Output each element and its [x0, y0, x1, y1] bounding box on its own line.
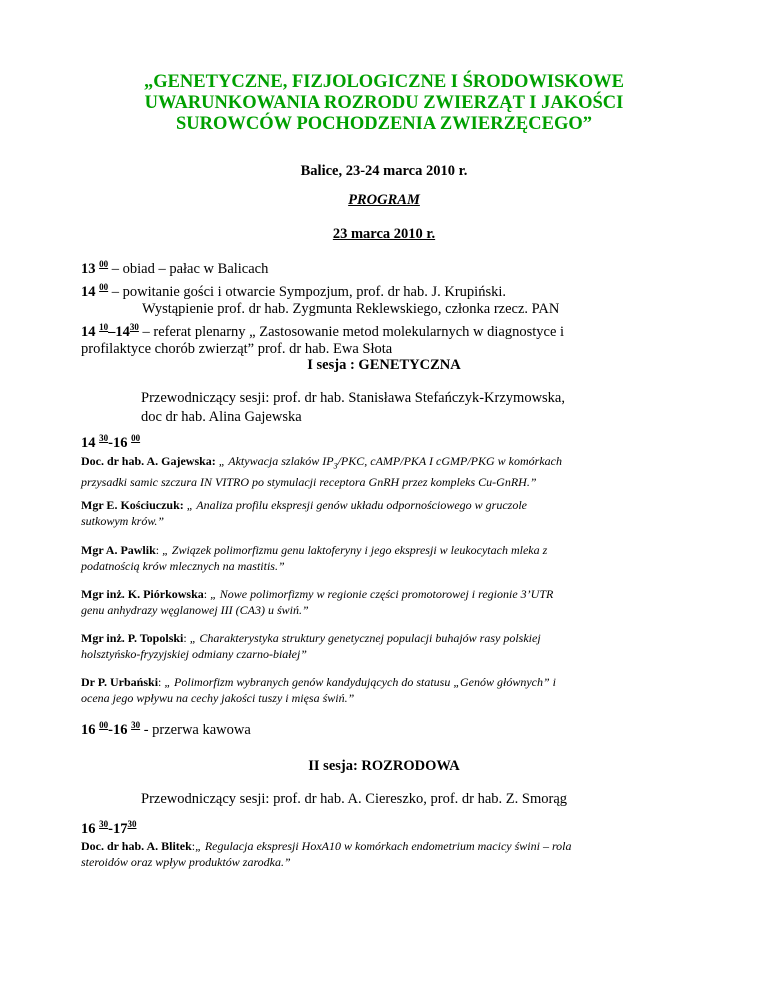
time-minutes: 30 — [131, 720, 141, 730]
talk-title-subscript: 3 — [333, 461, 338, 471]
time-minutes: 00 — [99, 259, 109, 269]
talk-title: „ Regulacja ekspresji HoxA10 w komórkach endometrium macicy świni – rola — [195, 839, 572, 853]
talk-title-cont: steroidów oraz wpływ produktów zarodka.” — [81, 855, 291, 869]
talk-colon: : — [183, 631, 187, 645]
talk-colon: : — [158, 675, 162, 689]
talk-speaker: Doc. dr hab. A. Blitek — [81, 839, 192, 853]
program-label: PROGRAM — [348, 192, 420, 208]
talk-item — [81, 838, 701, 870]
talk-title: „ Charakterystyka struktury genetycznej populacji buhajów rasy polskiej — [186, 631, 541, 645]
talk-item — [81, 586, 701, 618]
schedule-text: – referat plenarny „ Zastosowanie metod molekularnych w diagnostyce i — [138, 323, 565, 340]
schedule-item-plenary — [81, 319, 701, 342]
talk-speaker: Mgr A. Pawlik — [81, 543, 156, 557]
time-hour: 14 — [81, 283, 96, 300]
place-date: Balice, 23-24 marca 2010 r. — [300, 163, 468, 179]
talk-speaker: Mgr E. Kościuczuk: — [81, 498, 184, 512]
schedule-text: – obiad – pałac w Balicach — [108, 261, 269, 277]
session1-heading: I sesja : GENETYCZNA — [307, 357, 461, 373]
time-hour: 16 — [81, 821, 96, 837]
talk-colon: : — [155, 543, 160, 557]
schedule-item-lunch — [81, 256, 701, 279]
time-separator: -16 — [108, 722, 128, 738]
talk-title: „ Związek polimorfizmu genu laktoferyny i jego ekspresji w leukocytach mleka z — [159, 543, 548, 557]
talk-title-cont: sutkowym krów.” — [81, 514, 165, 528]
talk-item — [81, 542, 701, 574]
session1-chairs — [141, 389, 721, 427]
chair-line: doc dr hab. Alina Gajewska — [141, 409, 302, 425]
talk-title: „ Polimorfizm wybranych genów kandydujących do statusu „Genów głównych” i — [161, 675, 557, 689]
time-minutes: 00 — [99, 720, 109, 730]
time-hour: 14 — [81, 435, 96, 451]
time-minutes: 10 — [99, 321, 109, 332]
talk-speaker: Doc. dr hab. A. Gajewska: — [81, 454, 216, 468]
time-minutes: 00 — [99, 281, 109, 292]
talk-speaker: Mgr inż. P. Topolski — [81, 631, 184, 645]
title-line-3: SUROWCÓW POCHODZENIA ZWIERZĘCEGO” — [176, 114, 592, 134]
time-hour: 16 — [81, 722, 96, 738]
talk-title: „ Nowe polimorfizmy w regionie części promotorowej i regionie 3’UTR — [207, 587, 554, 601]
time-hour: 14 — [81, 323, 96, 340]
session2-chairs: Przewodniczący sesji: prof. dr hab. A. Ciereszko, prof. dr hab. Z. Smorąg — [141, 791, 568, 807]
coffee-text: - przerwa kawowa — [140, 722, 251, 738]
schedule-item-speech: Wystąpienie prof. dr hab. Zygmunta Reklewskiego, członka rzecz. PAN — [142, 301, 560, 317]
talk-title: „ Aktywacja szlaków IP — [215, 454, 334, 468]
talk-item — [81, 497, 701, 529]
talk-title: /PKC, cAMP/PKA I cGMP/PKG w komórkach — [337, 454, 562, 468]
time-hour: 13 — [81, 261, 96, 277]
time-separator: -16 — [108, 435, 128, 451]
day-label: 23 marca 2010 r. — [332, 226, 436, 242]
session2-time — [81, 819, 136, 838]
session2-heading: II sesja: ROZRODOWA — [308, 758, 460, 774]
title-line-1: „GENETYCZNE, FIZJOLOGICZNE I ŚRODOWISKOWE — [143, 72, 625, 92]
talk-title: „ Analiza profilu ekspresji genów układu odpornościowego w gruczole — [183, 498, 527, 512]
talk-colon: : — [191, 839, 196, 853]
talk-item — [81, 674, 701, 706]
talk-title-cont: przysadki samic szczura IN VITRO po stymulacji receptora GnRH przez kompleks Cu-GnRH.” — [81, 475, 537, 490]
talk-title-cont: genu anhydrazy węglanowej III (CA3) u świń.” — [81, 603, 309, 617]
talk-colon: : — [203, 587, 208, 601]
talk-title-cont: holsztyńsko-fryzyjskiej odmiany czarno-białej” — [81, 647, 307, 661]
time-separator: –14 — [108, 323, 130, 340]
talk-item — [81, 453, 701, 490]
time-minutes: 30 — [127, 819, 137, 829]
schedule-item-plenary-cont: profilaktyce chorób zwierząt” prof. dr hab. Ewa Słota — [81, 341, 393, 357]
time-minutes: 30 — [99, 819, 109, 829]
talk-item — [81, 630, 701, 662]
talk-title-cont: ocena jego wpływu na cechy jakości tuszy i mięsa świń.” — [81, 691, 355, 705]
chair-line: Przewodniczący sesji: prof. dr hab. Stanisława Stefańczyk-Krzymowska, — [141, 390, 565, 406]
schedule-item-welcome — [81, 279, 701, 302]
schedule-text: – powitanie gości i otwarcie Sympozjum, prof. dr hab. J. Krupiński. — [108, 283, 507, 300]
opening-schedule — [81, 256, 701, 359]
time-minutes: 30 — [99, 433, 109, 443]
time-separator: -17 — [108, 821, 128, 837]
document-title — [100, 72, 668, 135]
talk-speaker: Mgr inż. K. Piórkowska — [81, 587, 204, 601]
time-minutes: 00 — [131, 433, 141, 443]
coffee-break — [81, 720, 251, 739]
title-line-2: UWARUNKOWANIA ROZRODU ZWIERZĄT I JAKOŚCI — [144, 93, 624, 113]
session1-time — [81, 433, 140, 452]
talk-title-cont: podatnością krów mlecznych na mastitis.” — [81, 559, 285, 573]
talk-speaker: Dr P. Urbański — [81, 675, 159, 689]
time-minutes: 30 — [129, 321, 139, 332]
